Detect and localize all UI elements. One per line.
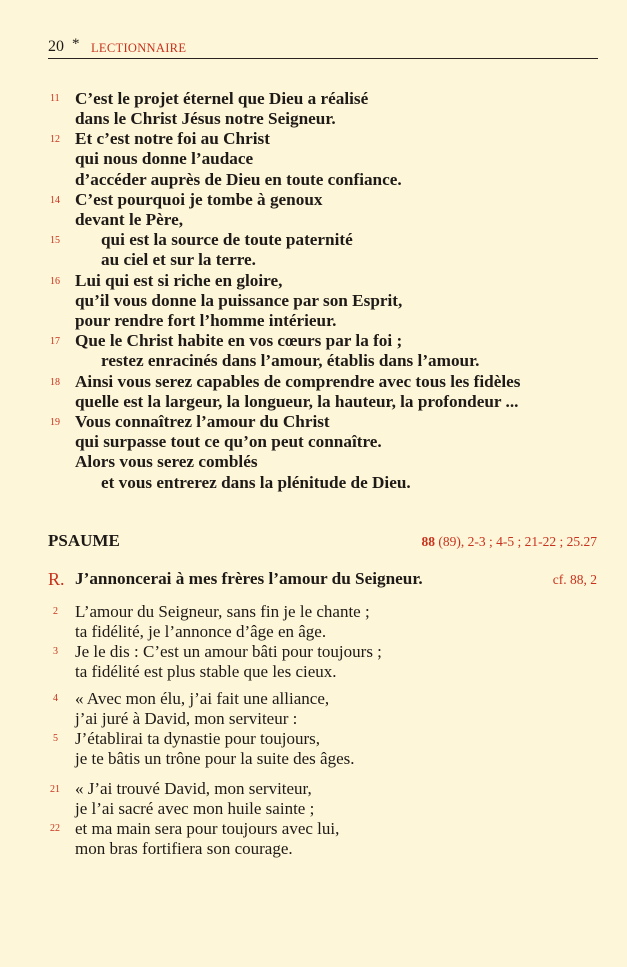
verse-number: 19 bbox=[50, 417, 60, 428]
psalm-response: J’annoncerai à mes frères l’amour du Seigneur. bbox=[75, 569, 423, 588]
verse-number: 17 bbox=[50, 336, 60, 347]
psalm-line: ta fidélité est plus stable que les cieux. bbox=[75, 662, 337, 681]
reading-line: C’est le projet éternel que Dieu a réalisé bbox=[75, 89, 369, 108]
running-header bbox=[48, 38, 598, 59]
page-number: 20 bbox=[48, 38, 64, 55]
running-title: LECTIONNAIRE bbox=[91, 41, 187, 55]
psalm-line: j’ai juré à David, mon serviteur : bbox=[75, 709, 298, 728]
reading-line: Alors vous serez comblés bbox=[75, 452, 258, 471]
reading-line: Et c’est notre foi au Christ bbox=[75, 129, 270, 148]
reading-line: et vous entrerez dans la plénitude de Dieu. bbox=[101, 473, 411, 492]
psalm-reference-number: 88 bbox=[421, 534, 436, 549]
verse-number: 16 bbox=[50, 276, 60, 287]
reading-line: restez enracinés dans l’amour, établis dans l’amour. bbox=[101, 351, 480, 370]
star-mark: * bbox=[72, 36, 80, 52]
psalm-line: et ma main sera pour toujours avec lui, bbox=[75, 819, 340, 838]
verse-number: 14 bbox=[50, 195, 60, 206]
reading-line: qui surpasse tout ce qu’on peut connaître. bbox=[75, 432, 382, 451]
verse-number: 3 bbox=[53, 646, 58, 657]
reading-line: Vous connaîtrez l’amour du Christ bbox=[75, 412, 330, 431]
psalm-line: « J’ai trouvé David, mon serviteur, bbox=[75, 779, 312, 798]
reading-line: qui nous donne l’audace bbox=[75, 149, 254, 168]
response-reference: cf. 88, 2 bbox=[552, 572, 597, 587]
reading-line: Lui qui est si riche en gloire, bbox=[75, 271, 283, 290]
psalm-line: je l’ai sacré avec mon huile sainte ; bbox=[75, 799, 315, 818]
psalm-line: Je le dis : C’est un amour bâti pour toujours ; bbox=[75, 642, 382, 661]
verse-number: 12 bbox=[50, 134, 60, 145]
response-mark: R. bbox=[48, 569, 65, 589]
reading-line: qui est la source de toute paternité bbox=[101, 230, 353, 249]
verse-number: 4 bbox=[53, 693, 58, 704]
reading-line: d’accéder auprès de Dieu en toute confiance. bbox=[75, 170, 402, 189]
verse-number: 5 bbox=[53, 733, 58, 744]
reading-line: devant le Père, bbox=[75, 210, 184, 229]
verse-number: 18 bbox=[50, 377, 60, 388]
psalm-line: ta fidélité, je l’annonce d’âge en âge. bbox=[75, 622, 327, 641]
reading-line: qu’il vous donne la puissance par son Esprit, bbox=[75, 291, 403, 310]
psalm-title: PSAUME bbox=[48, 531, 120, 550]
reading-line: au ciel et sur la terre. bbox=[101, 250, 256, 269]
psalm-reference-rest: (89), 2-3 ; 4-5 ; 21-22 ; 25.27 bbox=[438, 534, 597, 549]
verse-number: 2 bbox=[53, 606, 58, 617]
reading-line: quelle est la largeur, la longueur, la hauteur, la profondeur ... bbox=[75, 392, 519, 411]
psalm-line: mon bras fortifiera son courage. bbox=[75, 839, 293, 858]
verse-number: 11 bbox=[50, 93, 60, 104]
psalm-line: J’établirai ta dynastie pour toujours, bbox=[75, 729, 321, 748]
reading-line: pour rendre fort l’homme intérieur. bbox=[75, 311, 337, 330]
verse-number: 21 bbox=[50, 784, 60, 795]
psalm-line: « Avec mon élu, j’ai fait une alliance, bbox=[75, 689, 330, 708]
psalm-reference bbox=[422, 534, 597, 550]
reading-line: Que le Christ habite en vos cœurs par la foi ; bbox=[75, 331, 403, 350]
verse-number: 22 bbox=[50, 823, 60, 834]
reading-line: dans le Christ Jésus notre Seigneur. bbox=[75, 109, 336, 128]
psalm-line: L’amour du Seigneur, sans fin je le chante ; bbox=[75, 602, 370, 621]
psalm-line: je te bâtis un trône pour la suite des âges. bbox=[75, 749, 355, 768]
reading-line: Ainsi vous serez capables de comprendre avec tous les fidèles bbox=[75, 372, 521, 391]
verse-number: 15 bbox=[50, 235, 60, 246]
reading-line: C’est pourquoi je tombe à genoux bbox=[75, 190, 323, 209]
